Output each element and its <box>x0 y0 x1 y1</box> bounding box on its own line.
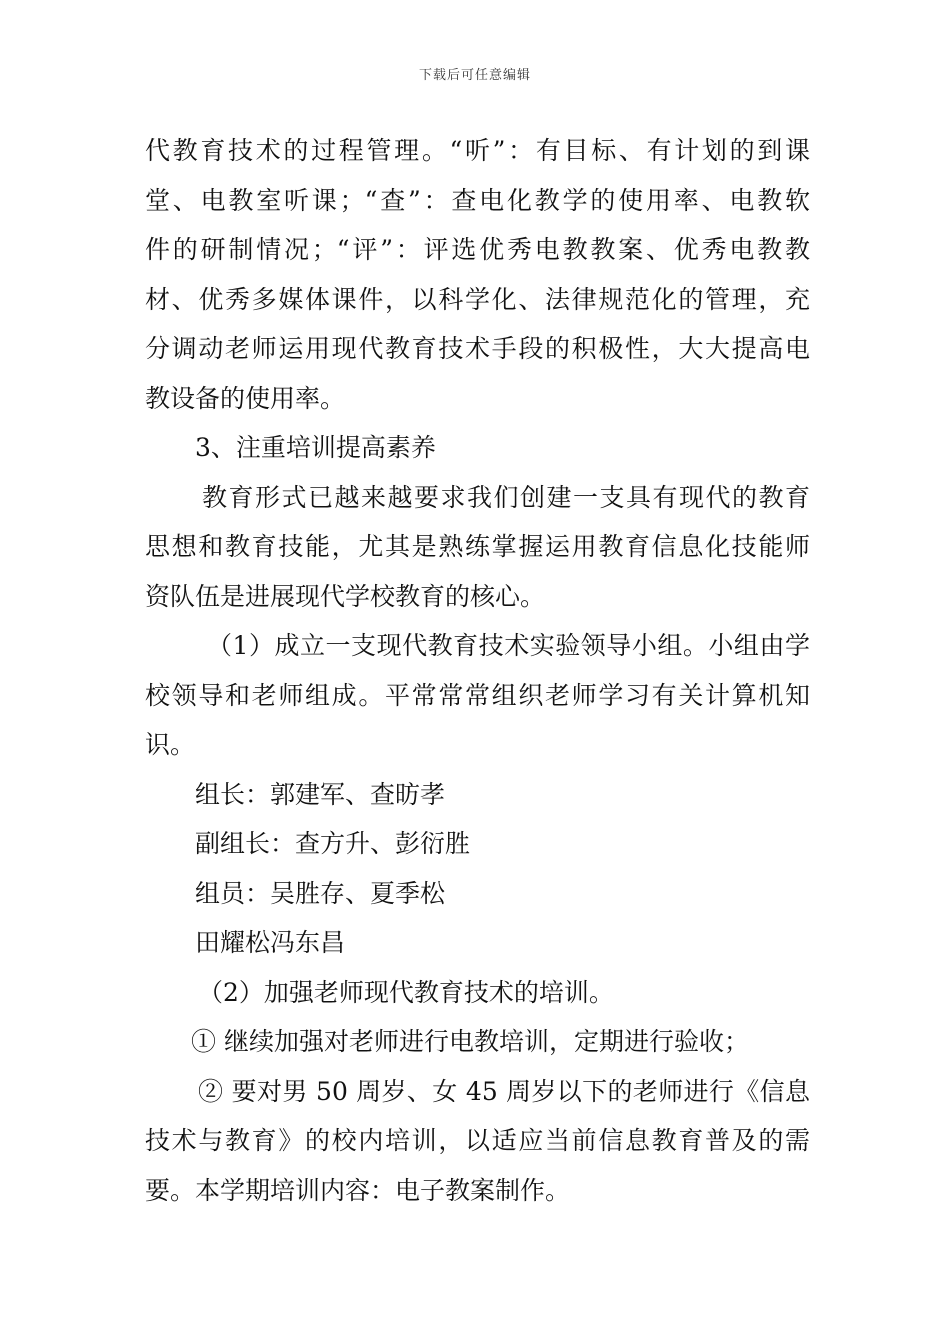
document-body <box>145 126 810 1215</box>
list-item: ① 继续加强对老师进行电教培训，定期进行验收； <box>191 1027 749 1056</box>
body-line: （1）成立一支现代教育技术实验领导小组。小组由学 <box>207 631 810 660</box>
members-line: 组员：吴胜存、夏季松 <box>195 878 446 908</box>
list-item: ② 要对男 50 周岁、女 45 周岁以下的老师进行《信息 <box>198 1076 810 1106</box>
body-line: 教设备的使用率。 <box>145 383 346 413</box>
body-line: 资队伍是进展现代学校教育的核心。 <box>145 581 546 611</box>
body-line: 堂、电教室听课；“查”：查电化教学的使用率、电教软 <box>145 185 810 215</box>
members-line-continued: 田耀松冯东昌 <box>195 928 346 957</box>
section-heading: 3、注重培训提高素养 <box>195 433 436 462</box>
body-line: 件的研制情况；“评”：评选优秀电教教案、优秀电教教 <box>145 235 810 264</box>
body-line: 材、优秀多媒体课件，以科学化、法律规范化的管理，充 <box>145 284 810 314</box>
deputy-leader-line: 副组长：查方升、彭衍胜 <box>195 829 471 858</box>
group-leader-line: 组长：郭建军、查昉孝 <box>195 779 446 809</box>
body-line: 识。 <box>145 730 196 759</box>
body-line: 教育形式已越来越要求我们创建一支具有现代的教育 <box>202 482 810 512</box>
body-line: 思想和教育技能，尤其是熟练掌握运用教育信息化技能师 <box>145 532 810 561</box>
body-line: 技术与教育》的校内培训，以适应当前信息教育普及的需 <box>145 1126 810 1155</box>
body-line: 要。本学期培训内容：电子教案制作。 <box>145 1175 571 1205</box>
page-header: 下载后可任意编辑 <box>418 68 531 83</box>
subsection-heading: （2）加强老师现代教育技术的培训。 <box>198 977 614 1007</box>
body-line: 校领导和老师组成。平常常常组织老师学习有关计算机知 <box>145 680 810 710</box>
body-line: 代教育技术的过程管理。“听”：有目标、有计划的到课 <box>145 136 810 165</box>
body-line: 分调动老师运用现代教育技术手段的积极性，大大提高电 <box>145 334 810 363</box>
